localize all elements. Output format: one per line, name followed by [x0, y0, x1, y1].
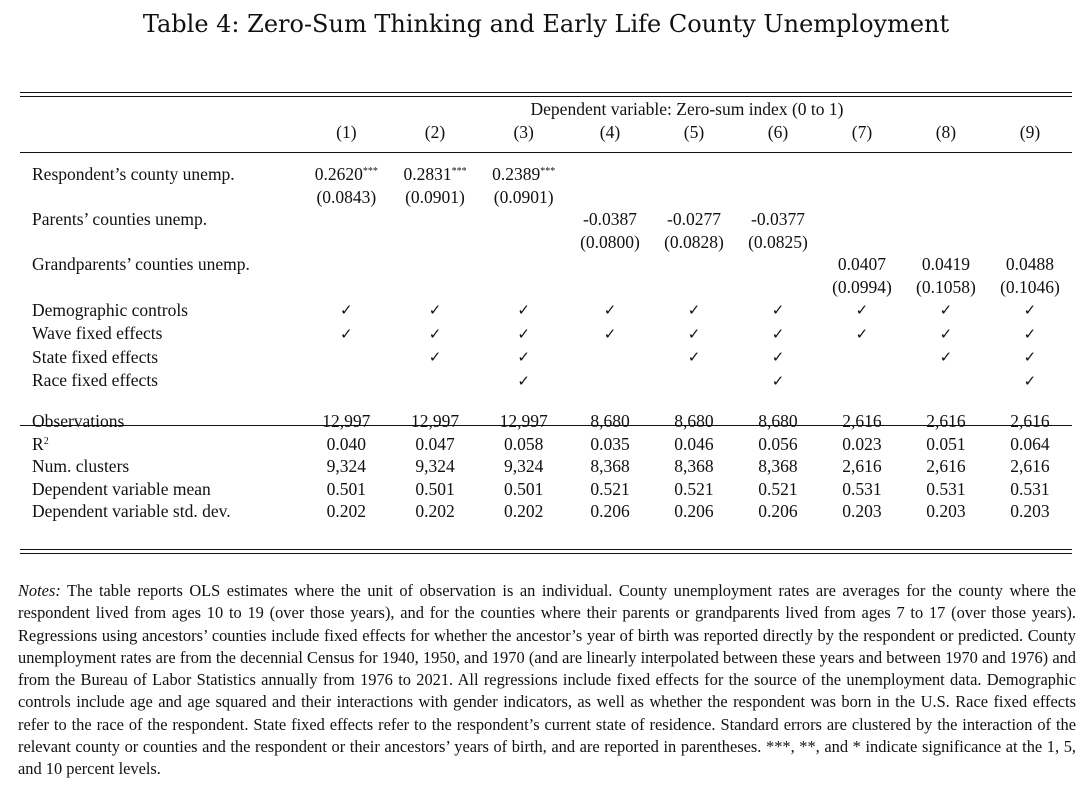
- check-icon: ✓: [340, 324, 353, 343]
- standard-error-row: [20, 186, 1072, 209]
- statistic-cell: 12,997: [410, 411, 460, 431]
- check-icon: ✓: [517, 371, 530, 390]
- coefficient-cell: [820, 253, 904, 276]
- statistic-cell: 0.203: [1010, 501, 1050, 521]
- coefficient-cell: [391, 253, 480, 276]
- regression-table: [20, 98, 1072, 523]
- column-header: (3): [513, 121, 534, 142]
- coefficient-cell: [820, 208, 904, 231]
- significance-stars: ***: [451, 166, 467, 177]
- standard-error-cell: [904, 186, 988, 209]
- coefficient-row: [20, 163, 1072, 186]
- header-columns-row: [20, 121, 1072, 144]
- statistic-row: [20, 478, 1072, 501]
- table-title: Table 4: Zero-Sum Thinking and Early Life County Unemployment: [142, 10, 950, 38]
- check-icon: ✓: [428, 348, 442, 366]
- coefficient-cell: [391, 208, 480, 231]
- coefficient-cell: [568, 253, 652, 276]
- control-cell: [820, 322, 904, 346]
- standard-error-cell: [652, 276, 736, 299]
- control-cell: [391, 369, 480, 393]
- standard-error-cell: (0.0825): [748, 231, 808, 252]
- coefficient-value: 0.0488: [1005, 254, 1055, 274]
- check-icon: ✓: [855, 324, 869, 343]
- coefficient-cell: [904, 208, 988, 231]
- control-cell: [820, 298, 904, 322]
- column-header: (7): [851, 121, 873, 142]
- check-icon: ✓: [771, 301, 785, 319]
- statistic-cell: 8,680: [674, 411, 714, 431]
- statistic-cell: 8,680: [590, 411, 630, 431]
- notes-text: The table reports OLS estimates where the unit of observation is an individual. County unemployment rates are averages for the county where the respondent lived from ages 10 to 19 (over those years), and for the counties where their parents or grandparents lived from ages 7 to 17 (over those years). Regressions using ancestors’ counties include fixed effects for whether the ancestor’s year of birth was reported directly by the respondent or predicted. County unemployment rates are from the decennial Census for 1940, 1950, and 1970 (and are linearly interpolated between these years and between 1970 and 1976) and from the Bureau of Labor Statistics annually from 1976 to 2021. All regressions include fixed effects for the source of the unemployment data. Demographic controls include age and age squared and their interactions with gender indicators, as well as whether the respondent was born in the U.S. Race fixed effects refer to the race of the respondent. State fixed effects refer to the respondent’s current state of residence. Standard errors are clustered by the interaction of the relevant county or counties and the respondent or their ancestors’ years of birth, and are reported in parentheses. ***, **, and * indicate significance at the 1, 5, and 10 percent levels.: [18, 581, 1076, 779]
- statistic-cell: 8,368: [758, 456, 798, 476]
- statistic-cell: 9,324: [503, 456, 544, 476]
- row-label: [20, 455, 302, 478]
- standard-error-cell: (0.0843): [316, 186, 377, 207]
- standard-error-cell: (0.0800): [580, 231, 640, 252]
- standard-error-cell: [904, 231, 988, 254]
- significance-stars: ***: [540, 166, 556, 177]
- coefficient-cell: [988, 163, 1072, 186]
- row-label: Grandparents’ counties unemp.: [32, 254, 250, 274]
- control-cell: [904, 345, 988, 369]
- control-cell: [904, 369, 988, 393]
- check-icon: ✓: [603, 324, 617, 343]
- bottom-rule-double: [20, 553, 1072, 554]
- statistic-cell: 2,616: [926, 456, 966, 476]
- coefficient-cell: [652, 253, 736, 276]
- standard-error-cell: [568, 276, 652, 299]
- check-icon: ✓: [855, 301, 869, 319]
- coefficient-cell: [479, 253, 568, 276]
- standard-error-row: [20, 231, 1072, 254]
- check-icon: ✓: [1023, 324, 1037, 343]
- coefficient-cell: [568, 163, 652, 186]
- row-label: Wave fixed effects: [32, 323, 163, 343]
- check-icon: ✓: [603, 301, 617, 319]
- control-row: [20, 345, 1072, 369]
- control-cell: [988, 345, 1072, 369]
- statistic-cell: 2,616: [842, 456, 882, 476]
- row-label: Demographic controls: [32, 299, 188, 320]
- control-cell: [736, 345, 820, 369]
- statistic-cell: 0.040: [326, 433, 367, 454]
- notes-lead: Notes:: [18, 581, 61, 600]
- statistic-cell: 2,616: [926, 411, 966, 431]
- row-label: [20, 410, 302, 433]
- coefficient-cell: [988, 208, 1072, 231]
- control-cell: [988, 369, 1072, 393]
- row-label: [20, 433, 302, 456]
- check-icon: ✓: [771, 348, 785, 366]
- coefficient-cell: [479, 163, 568, 186]
- coefficient-cell: [988, 253, 1072, 276]
- statistic-cell: 0.531: [926, 478, 966, 499]
- control-cell: [568, 322, 652, 346]
- header-dep-row: [20, 98, 1072, 121]
- coefficient-cell: [736, 208, 820, 231]
- statistic-cell: 0.203: [926, 501, 966, 521]
- statistic-cell: 0.531: [1010, 478, 1050, 499]
- standard-error-cell: [391, 231, 480, 254]
- spacer-row: [20, 392, 1072, 410]
- statistic-cell: 8,368: [590, 456, 630, 476]
- significance-stars: ***: [362, 166, 378, 177]
- statistic-cell: 0.202: [415, 501, 455, 521]
- control-cell: [652, 369, 736, 393]
- standard-error-cell: [820, 186, 904, 209]
- control-cell: [988, 298, 1072, 322]
- top-rule-double: [20, 96, 1072, 97]
- check-icon: ✓: [939, 348, 953, 366]
- coefficient-value: 0.2620: [314, 164, 363, 184]
- coefficient-cell: [904, 163, 988, 186]
- standard-error-cell: [479, 276, 568, 299]
- standard-error-cell: [302, 276, 391, 299]
- control-cell: [302, 322, 391, 346]
- check-icon: ✓: [428, 324, 442, 343]
- control-cell: [988, 322, 1072, 346]
- statistic-cell: 0.206: [674, 501, 714, 521]
- statistic-cell: 0.501: [326, 478, 367, 499]
- column-header: (2): [424, 121, 446, 142]
- standard-error-cell: [568, 186, 652, 209]
- statistic-cell: 8,680: [758, 411, 798, 431]
- standard-error-cell: (0.1058): [916, 276, 976, 297]
- statistic-cell: 0.058: [503, 433, 544, 454]
- control-cell: [652, 345, 736, 369]
- row-label: State fixed effects: [32, 346, 159, 367]
- standard-error-cell: [652, 186, 736, 209]
- statistic-cell: 0.203: [842, 501, 882, 521]
- check-icon: ✓: [1023, 301, 1037, 319]
- standard-error-cell: [391, 276, 480, 299]
- statistic-cell: 0.035: [590, 433, 630, 454]
- coefficient-cell: [302, 253, 391, 276]
- control-cell: [652, 322, 736, 346]
- standard-error-cell: [736, 186, 820, 209]
- control-cell: [391, 298, 480, 322]
- bottom-rule: [20, 549, 1072, 550]
- coefficient-value: 0.0407: [837, 254, 887, 274]
- statistic-cell: 0.206: [590, 501, 630, 521]
- coefficient-value: 0.0419: [921, 254, 970, 274]
- check-icon: ✓: [939, 301, 953, 319]
- dependent-variable-label: Dependent variable: Zero-sum index (0 to 1): [530, 99, 844, 119]
- statistic-cell: 9,324: [415, 456, 455, 476]
- check-icon: ✓: [517, 324, 530, 343]
- control-cell: [302, 298, 391, 322]
- row-label: [20, 478, 302, 501]
- coefficient-cell: [652, 163, 736, 186]
- statistic-cell: 0.501: [503, 478, 544, 499]
- standard-error-cell: [302, 231, 391, 254]
- top-rule: [20, 92, 1072, 93]
- control-cell: [302, 345, 391, 369]
- control-row: [20, 322, 1072, 346]
- standard-error-cell: [988, 231, 1072, 254]
- row-label-text: Num. clusters: [32, 456, 130, 476]
- control-cell: [391, 345, 480, 369]
- statistic-cell: 0.064: [1010, 433, 1050, 454]
- standard-error-row: [20, 276, 1072, 299]
- row-label: Parents’ counties unemp.: [32, 209, 208, 229]
- control-cell: [391, 322, 480, 346]
- statistic-cell: 0.202: [326, 501, 367, 521]
- coefficient-cell: [736, 253, 820, 276]
- control-cell: [652, 298, 736, 322]
- statistic-cell: 0.056: [758, 433, 798, 454]
- statistic-cell: 0.046: [674, 433, 714, 454]
- control-cell: [479, 369, 568, 393]
- statistic-cell: 0.521: [590, 478, 630, 499]
- standard-error-cell: [820, 231, 904, 254]
- control-cell: [479, 322, 568, 346]
- control-cell: [568, 369, 652, 393]
- row-label-text: Dependent variable std. dev.: [32, 501, 231, 521]
- control-cell: [904, 322, 988, 346]
- control-cell: [904, 298, 988, 322]
- coefficient-cell: [302, 163, 391, 186]
- check-icon: ✓: [687, 348, 701, 366]
- statistic-row: [20, 500, 1072, 523]
- standard-error-cell: [736, 276, 820, 299]
- statistic-cell: 0.047: [415, 433, 455, 454]
- standard-error-cell: (0.0828): [664, 231, 724, 252]
- statistic-row: [20, 455, 1072, 478]
- coefficient-value: -0.0277: [667, 209, 721, 229]
- coefficient-cell: [479, 208, 568, 231]
- column-header: (9): [1019, 121, 1041, 142]
- statistic-cell: 12,997: [499, 411, 548, 431]
- table-notes: [18, 580, 1076, 781]
- statistic-cell: 2,616: [1010, 456, 1050, 476]
- control-cell: [479, 298, 568, 322]
- check-icon: ✓: [517, 301, 530, 319]
- row-label: [20, 500, 302, 523]
- statistic-row: [20, 410, 1072, 433]
- coefficient-row: [20, 208, 1072, 231]
- statistic-cell: 8,368: [674, 456, 714, 476]
- coefficient-cell: [820, 163, 904, 186]
- row-label-text: R: [32, 433, 44, 454]
- check-icon: ✓: [771, 324, 785, 343]
- coefficient-cell: [391, 163, 480, 186]
- standard-error-cell: (0.0901): [493, 186, 554, 207]
- coefficient-value: 0.2389: [492, 164, 541, 184]
- spacer-row: [20, 143, 1072, 163]
- control-cell: [820, 369, 904, 393]
- statistic-cell: 12,997: [322, 411, 371, 431]
- statistic-cell: 2,616: [842, 411, 882, 431]
- check-icon: ✓: [428, 301, 442, 319]
- control-cell: [302, 369, 391, 393]
- control-cell: [479, 345, 568, 369]
- check-icon: ✓: [1023, 348, 1037, 366]
- standard-error-cell: [479, 231, 568, 254]
- statistic-cell: 0.531: [842, 478, 882, 499]
- row-label: Race fixed effects: [32, 370, 158, 390]
- statistic-cell: 0.501: [415, 478, 455, 499]
- control-row: [20, 298, 1072, 322]
- column-header: (4): [599, 121, 621, 142]
- standard-error-cell: (0.0994): [832, 276, 892, 297]
- control-cell: [568, 345, 652, 369]
- column-header: (8): [935, 121, 957, 142]
- coefficient-cell: [568, 208, 652, 231]
- statistic-cell: 0.051: [926, 433, 966, 454]
- control-cell: [736, 298, 820, 322]
- coefficient-cell: [904, 253, 988, 276]
- column-header: (6): [767, 121, 789, 142]
- check-icon: ✓: [687, 324, 701, 343]
- row-label-superscript: 2: [43, 435, 49, 447]
- check-icon: ✓: [1023, 371, 1037, 390]
- statistic-cell: 9,324: [326, 456, 367, 476]
- standard-error-cell: (0.0901): [405, 186, 465, 207]
- standard-error-cell: [988, 186, 1072, 209]
- column-header: (1): [336, 121, 357, 142]
- control-row: [20, 369, 1072, 393]
- coefficient-row: [20, 253, 1072, 276]
- control-cell: [736, 369, 820, 393]
- check-icon: ✓: [687, 301, 701, 319]
- coefficient-cell: [302, 208, 391, 231]
- coefficient-value: -0.0377: [751, 209, 805, 229]
- statistic-cell: 0.206: [758, 501, 798, 521]
- coefficient-cell: [652, 208, 736, 231]
- coefficient-value: -0.0387: [583, 209, 637, 229]
- control-cell: [736, 322, 820, 346]
- statistic-cell: 0.521: [674, 478, 714, 499]
- statistic-cell: 2,616: [1010, 411, 1050, 431]
- statistic-cell: 0.023: [842, 433, 882, 454]
- check-icon: ✓: [517, 348, 530, 366]
- row-label: Respondent’s county unemp.: [32, 164, 235, 184]
- coefficient-value: 0.2831: [403, 164, 452, 184]
- coefficient-cell: [736, 163, 820, 186]
- standard-error-cell: (0.1046): [1000, 276, 1060, 297]
- check-icon: ✓: [340, 301, 353, 319]
- check-icon: ✓: [771, 371, 785, 390]
- control-cell: [820, 345, 904, 369]
- row-label-text: Dependent variable mean: [32, 478, 211, 499]
- statistic-cell: 0.521: [758, 478, 798, 499]
- statistic-row: [20, 433, 1072, 456]
- control-cell: [568, 298, 652, 322]
- statistic-cell: 0.202: [503, 501, 544, 521]
- check-icon: ✓: [939, 324, 953, 343]
- row-label-text: Observations: [32, 411, 125, 431]
- column-header: (5): [683, 121, 705, 142]
